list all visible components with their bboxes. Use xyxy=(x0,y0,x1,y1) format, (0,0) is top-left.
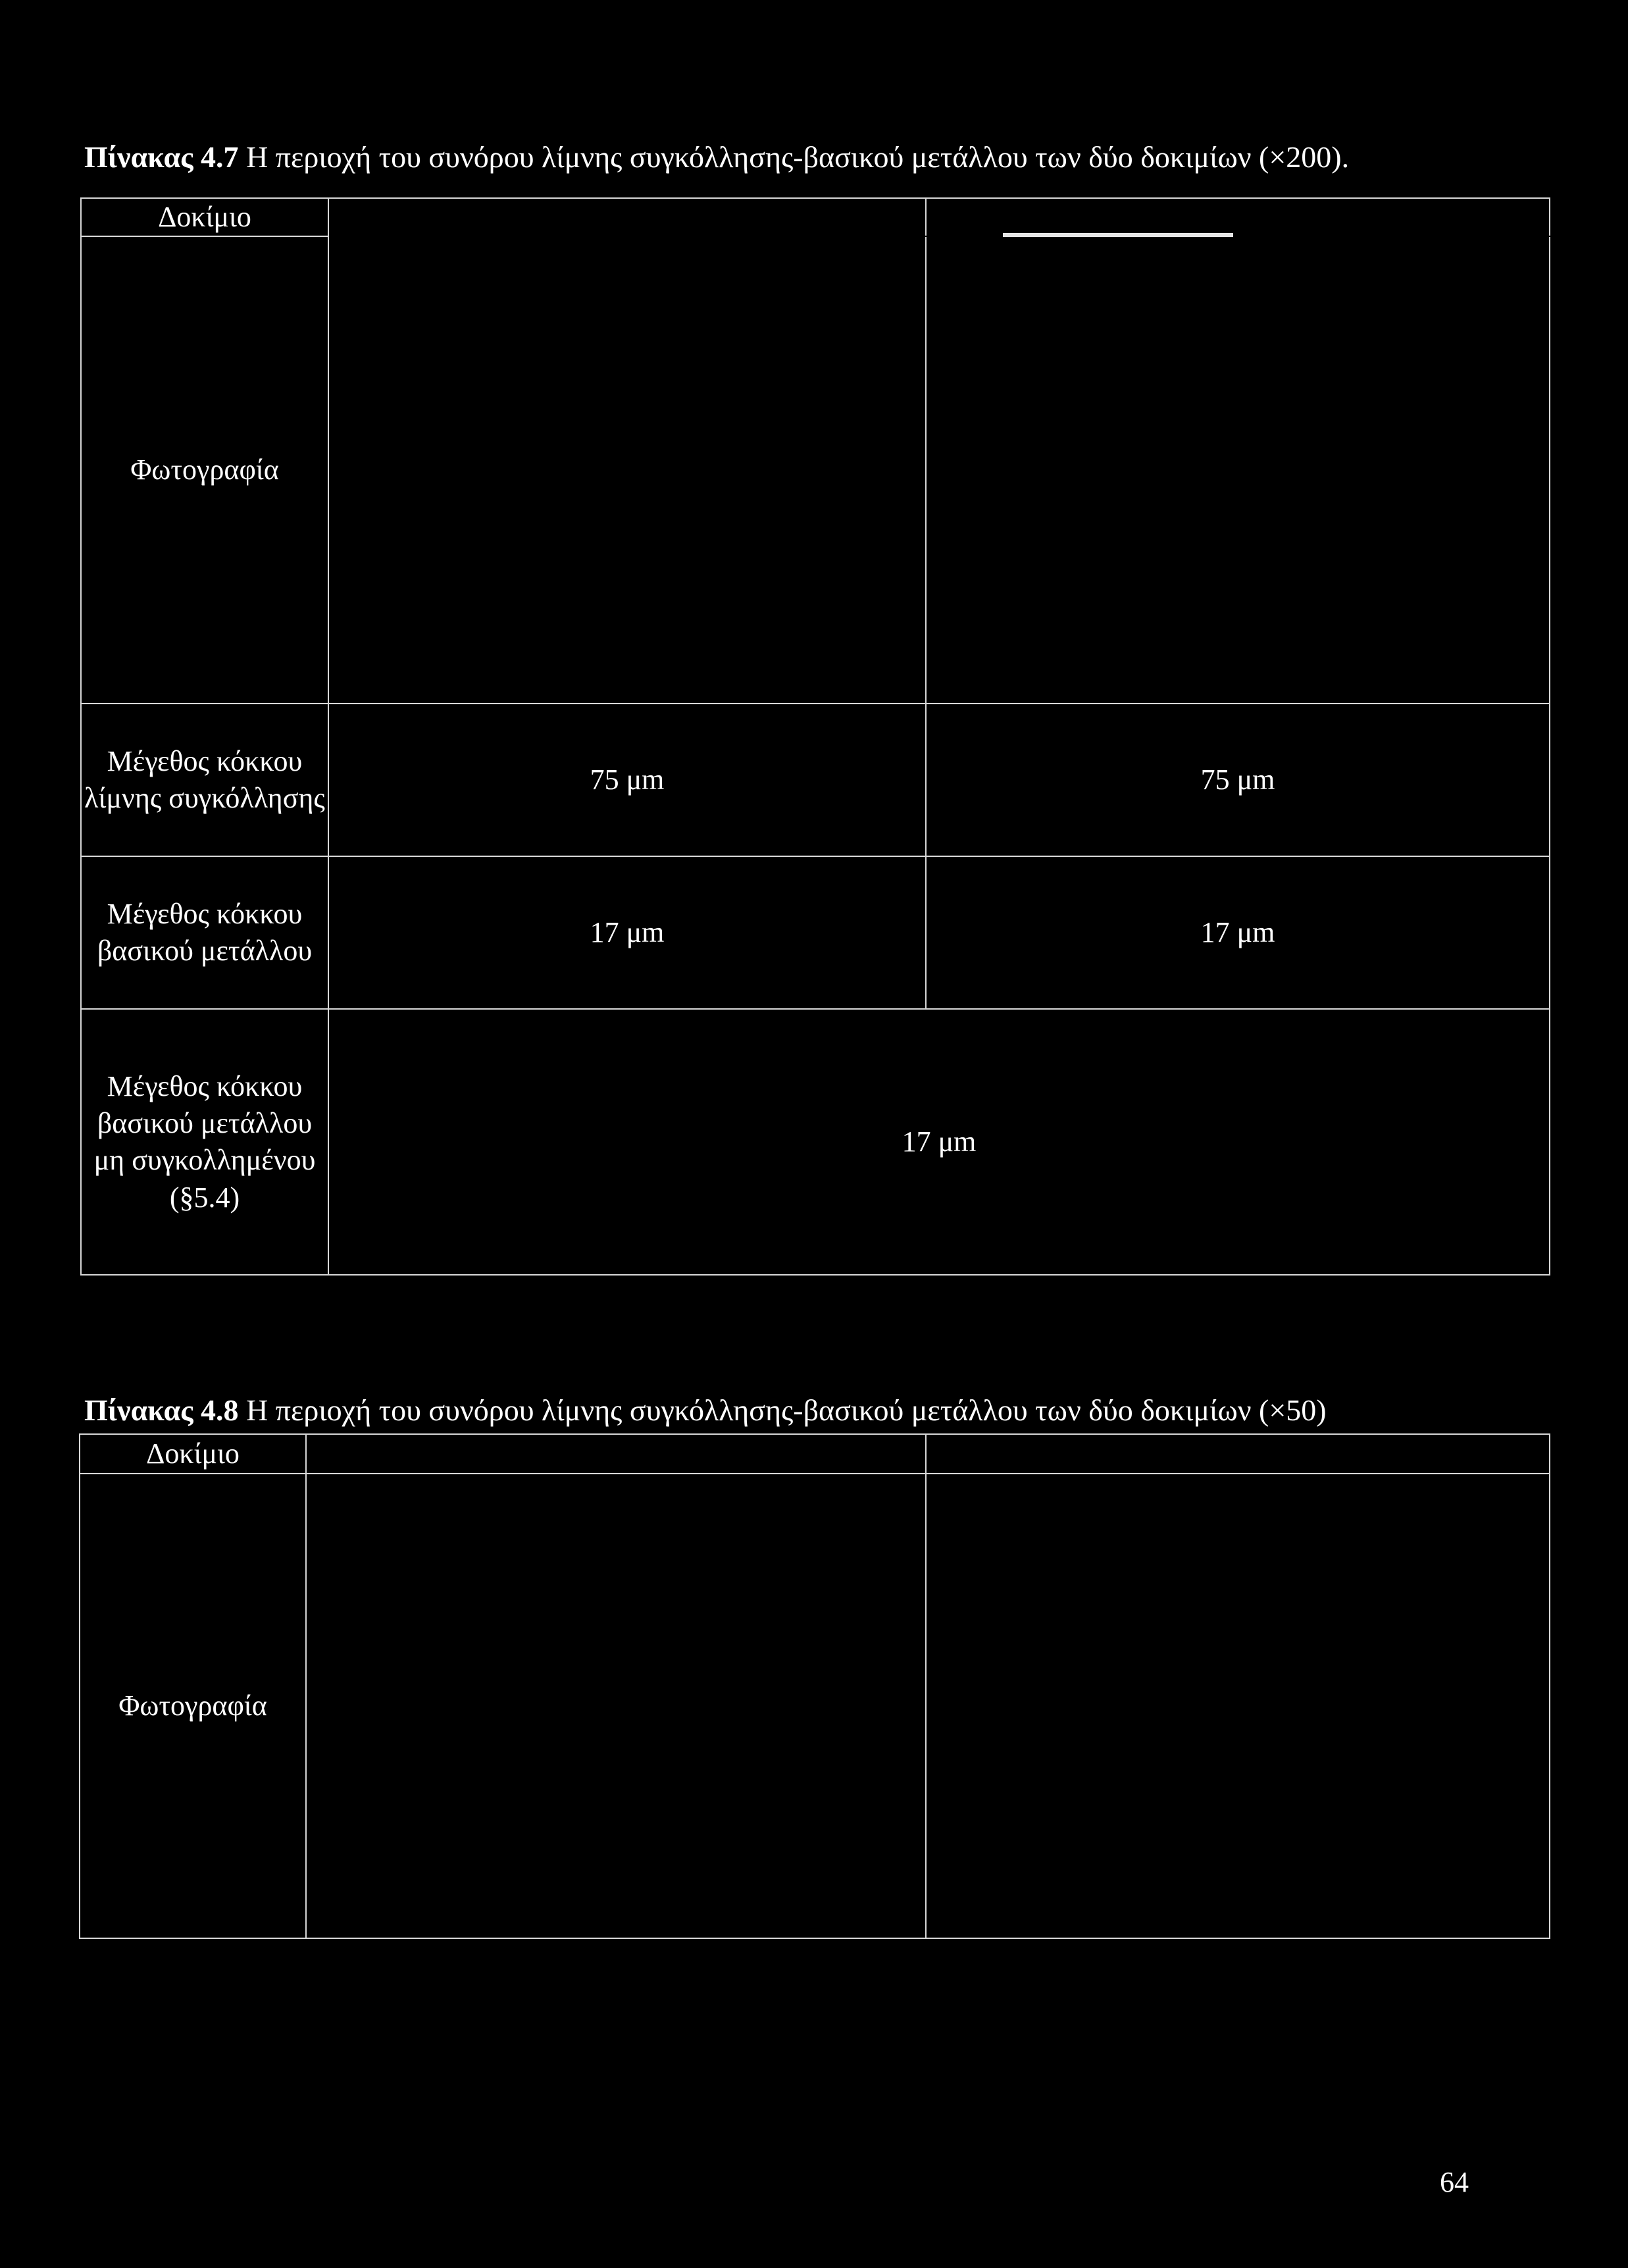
header-specimen: Δοκίμιο xyxy=(80,1434,306,1474)
table-caption-4-8 xyxy=(84,1395,1327,1426)
photo-label: Φωτογραφία xyxy=(80,1474,306,1938)
scale-bar xyxy=(1003,233,1233,237)
photo-cell-specimen-2 xyxy=(926,1474,1550,1938)
row-label-base-metal-grain-size: Μέγεθος κόκκου βασικού μετάλλου xyxy=(81,856,328,1009)
base-metal-grain-size-specimen-2: 17 μm xyxy=(926,856,1550,1009)
grain-size-table-200x xyxy=(80,197,1550,1276)
photo-cell-specimen-1 xyxy=(328,236,926,704)
table-caption-4-7 xyxy=(84,142,1349,172)
caption-text: Η περιοχή του συνόρου λίμνης συγκόλλησης-βασικού μετάλλου των δύο δοκιμίων (×50) xyxy=(238,1393,1327,1427)
base-metal-grain-size-specimen-1: 17 μm xyxy=(328,856,926,1009)
caption-text: Η περιοχή του συνόρου λίμνης συγκόλλησης-βασικού μετάλλου των δύο δοκιμίων (×200). xyxy=(238,140,1350,174)
row-label-unwelded-base-metal-grain-size: Μέγεθος κόκκου βασικού μετάλλου μη συγκολλημένου (§5.4) xyxy=(81,1009,328,1275)
header-specimen-2 xyxy=(926,1434,1550,1474)
unwelded-base-metal-grain-size: 17 μm xyxy=(328,1009,1550,1275)
caption-label: Πίνακας 4.7 xyxy=(84,140,239,174)
header-specimen: Δοκίμιο xyxy=(81,198,328,236)
header-specimen-2 xyxy=(926,198,1550,236)
header-specimen-1 xyxy=(328,198,926,236)
caption-label: Πίνακας 4.8 xyxy=(84,1393,239,1427)
weld-boundary-table-50x xyxy=(79,1433,1550,1939)
header-specimen-1 xyxy=(306,1434,926,1474)
page-number: 64 xyxy=(1440,2166,1469,2198)
weld-pool-grain-size-specimen-1: 75 μm xyxy=(328,704,926,856)
photo-cell-specimen-2 xyxy=(926,236,1550,704)
photo-cell-specimen-1 xyxy=(306,1474,926,1938)
row-label-weld-pool-grain-size: Μέγεθος κόκκου λίμνης συγκόλλησης xyxy=(81,704,328,856)
photo-label: Φωτογραφία xyxy=(81,236,328,704)
weld-pool-grain-size-specimen-2: 75 μm xyxy=(926,704,1550,856)
